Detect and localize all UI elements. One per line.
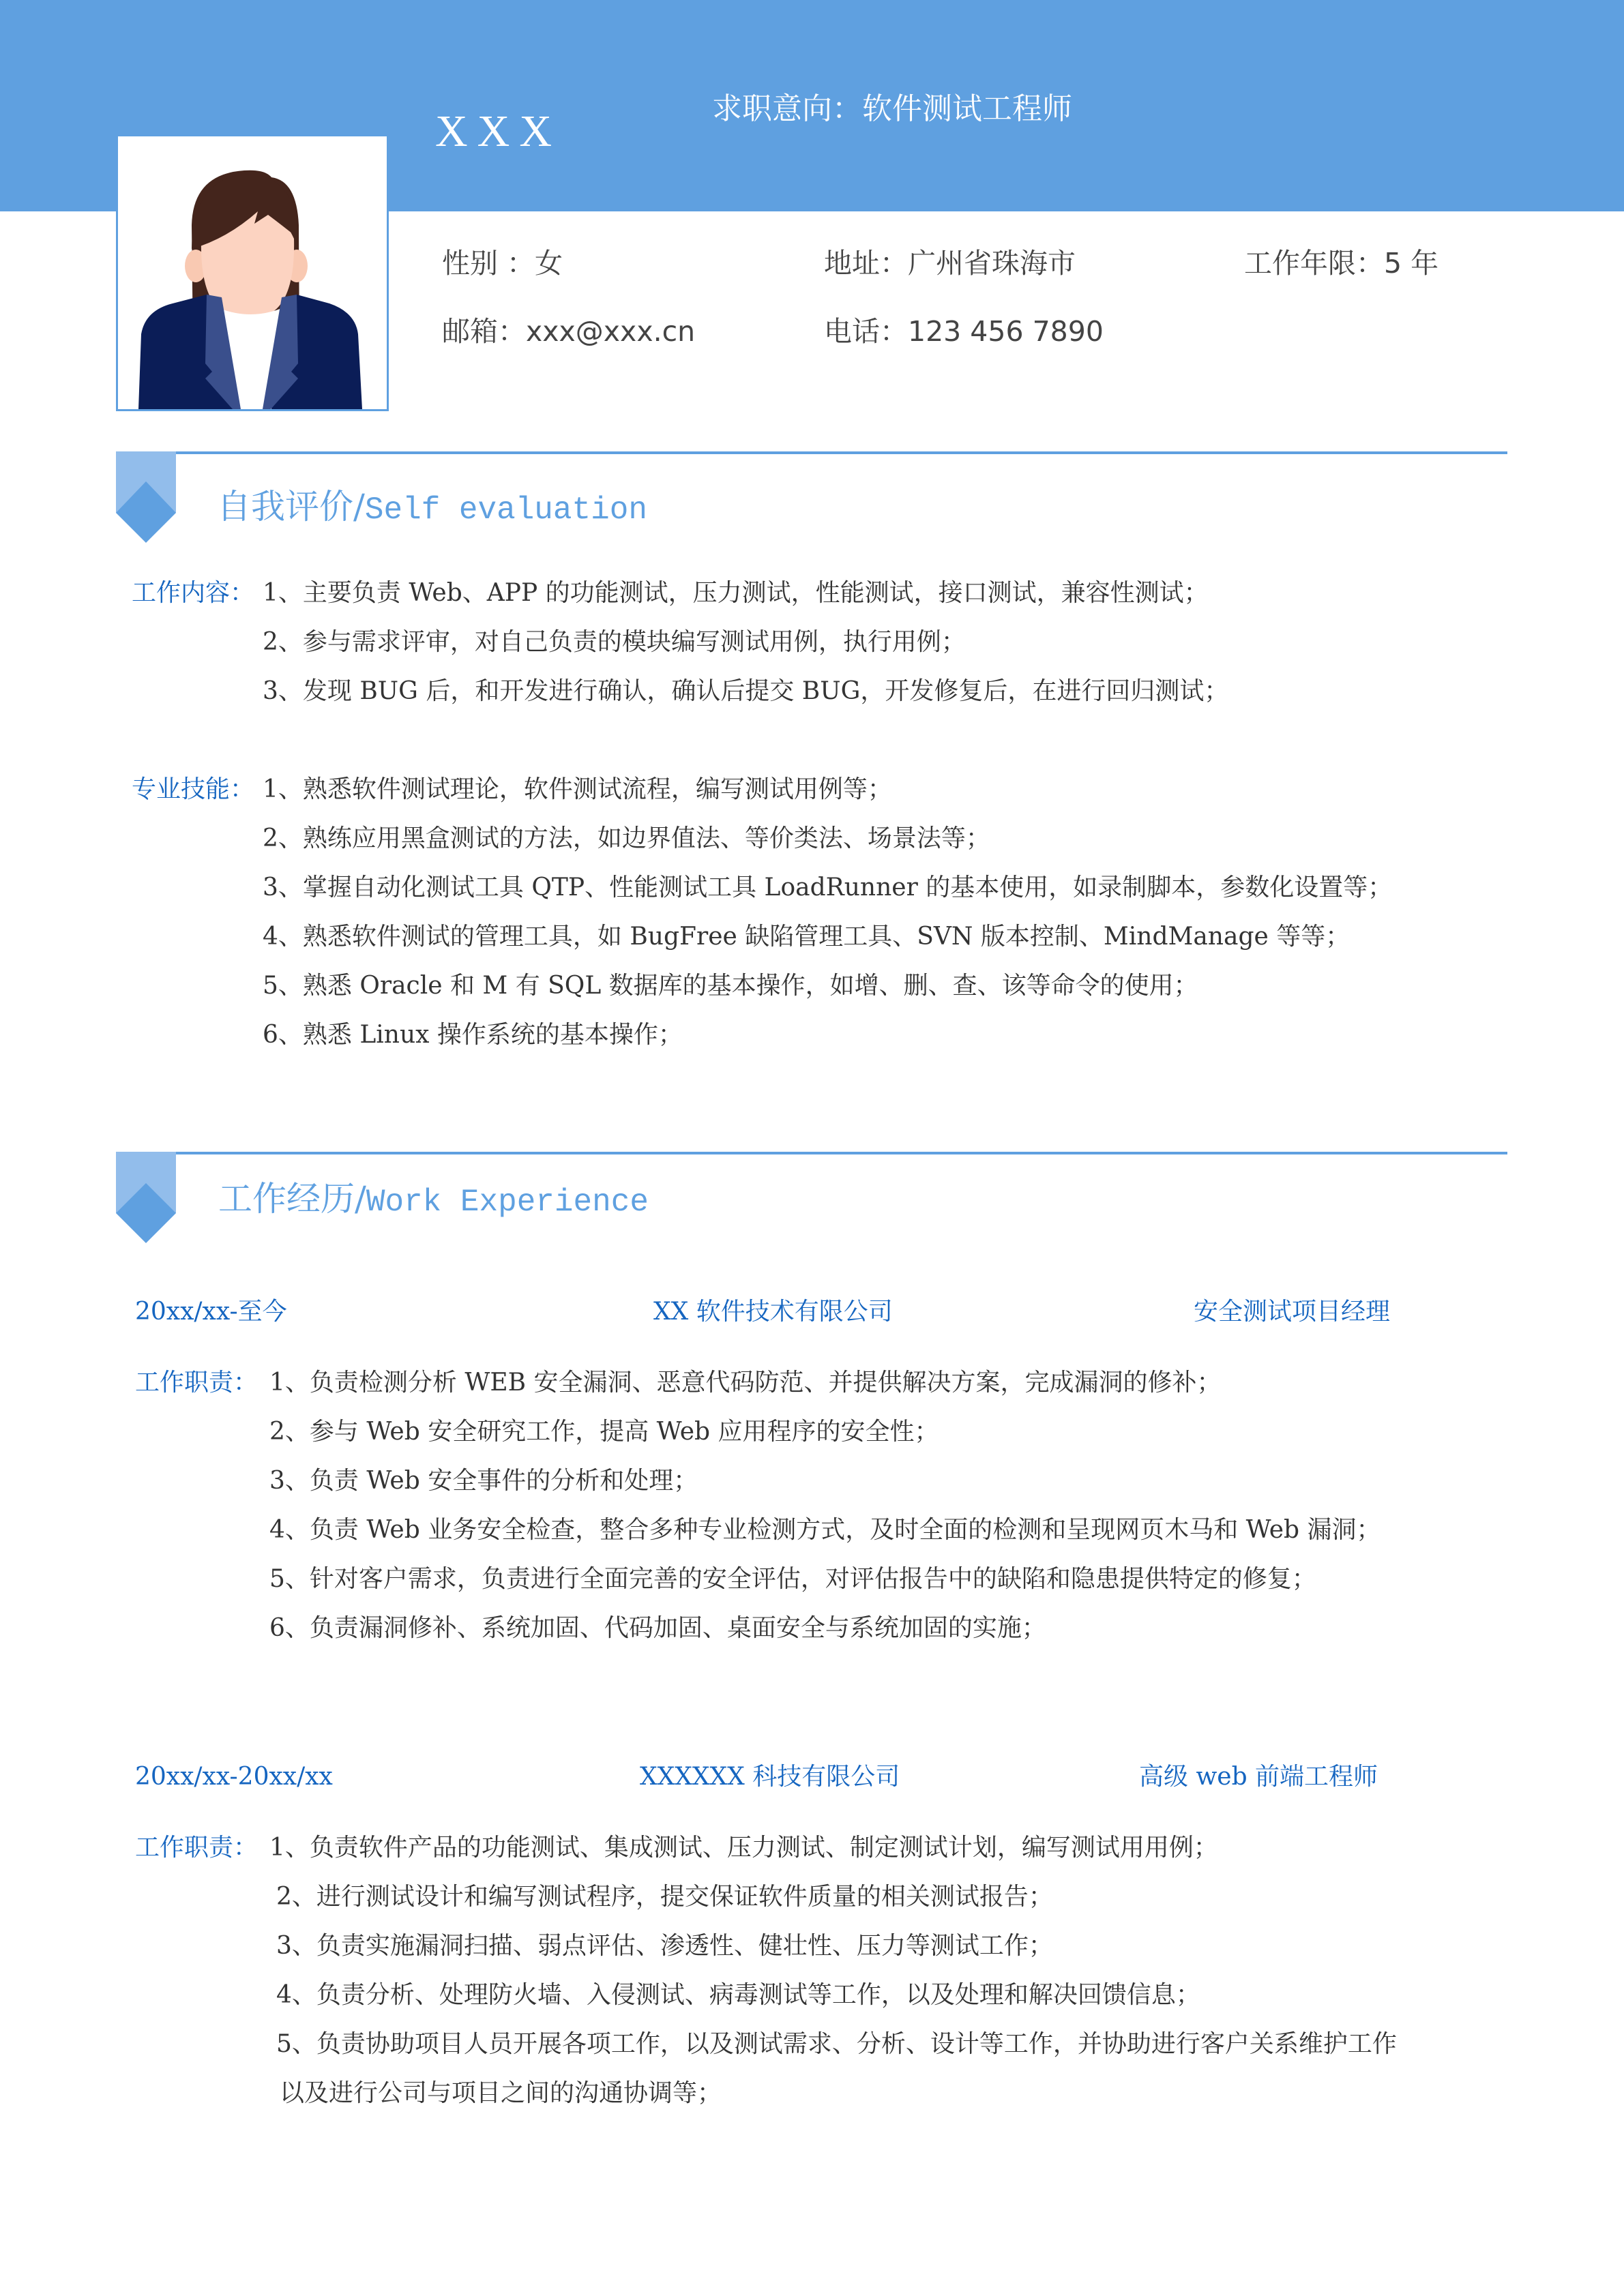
duty-label: 工作职责： bbox=[135, 1834, 259, 1862]
duty-item: 4、负责 Web 业务安全检查，整合多种专业检测方式，及时全面的检测和呈现网页木马和 Web 漏洞； bbox=[269, 1516, 1381, 1544]
duty-item: 4、负责分析、处理防火墙、入侵测试、病毒测试等工作，以及处理和解决回馈信息； bbox=[276, 1981, 1200, 2009]
section-title-en: Work Experience bbox=[366, 1184, 649, 1220]
duty-item: 2、参与 Web 安全研究工作，提高 Web 应用程序的安全性； bbox=[269, 1418, 939, 1446]
skills-item: 6、熟悉 Linux 操作系统的基本操作； bbox=[263, 1021, 683, 1049]
section-divider bbox=[116, 451, 1507, 454]
section-divider bbox=[116, 1152, 1507, 1154]
job-target: 求职意向：软件测试工程师 bbox=[712, 91, 1072, 126]
job-position: 安全测试项目经理 bbox=[1194, 1298, 1391, 1326]
section-title-cn: 自我评价/ bbox=[217, 487, 365, 526]
work-content-item: 1、主要负责 Web、APP 的功能测试，压力测试，性能测试，接口测试，兼容性测试； bbox=[263, 579, 1209, 607]
phone-field: 电话：123 456 7890 bbox=[824, 315, 1104, 348]
section-marker-icon bbox=[116, 1152, 176, 1244]
skills-item: 2、熟练应用黑盒测试的方法，如边界值法、等价类法、场景法等； bbox=[263, 824, 990, 852]
skills-item: 5、熟悉 Oracle 和 M 有 SQL 数据库的基本操作，如增、删、查、该等命令的使用； bbox=[263, 972, 1198, 1000]
work-content-item: 3、发现 BUG 后，和开发进行确认，确认后提交 BUG，开发修复后，在进行回归测试； bbox=[263, 677, 1229, 705]
profile-photo bbox=[116, 136, 389, 411]
section-title-self-evaluation bbox=[217, 487, 647, 528]
duty-item: 3、负责 Web 安全事件的分析和处理； bbox=[269, 1467, 698, 1495]
job-company: XX 软件技术有限公司 bbox=[653, 1298, 893, 1326]
section-marker-icon bbox=[116, 451, 176, 544]
section-title-cn: 工作经历/ bbox=[218, 1179, 366, 1219]
duty-item: 1、负责软件产品的功能测试、集成测试、压力测试、制定测试计划，编写测试用用例； bbox=[269, 1834, 1218, 1862]
section-title-work-experience bbox=[218, 1179, 649, 1220]
duty-item: 6、负责漏洞修补、系统加固、代码加固、桌面安全与系统加固的实施； bbox=[269, 1614, 1046, 1642]
address-field: 地址：广州省珠海市 bbox=[824, 247, 1076, 280]
years-field: 工作年限：5 年 bbox=[1244, 247, 1439, 280]
duty-item: 以及进行公司与项目之间的沟通协调等； bbox=[280, 2079, 722, 2107]
skills-item: 3、掌握自动化测试工具 QTP、性能测试工具 LoadRunner 的基本使用，如录制脚本，参数化设置等； bbox=[263, 874, 1393, 901]
work-content-label: 工作内容： bbox=[132, 579, 255, 607]
duty-item: 5、针对客户需求，负责进行全面完善的安全评估，对评估报告中的缺陷和隐患提供特定的修复； bbox=[269, 1565, 1316, 1593]
skills-item: 4、熟悉软件测试的管理工具，如 BugFree 缺陷管理工具、SVN 版本控制、MindManage 等等； bbox=[263, 923, 1350, 951]
duty-item: 3、负责实施漏洞扫描、弱点评估、渗透性、健壮性、压力等测试工作； bbox=[276, 1932, 1053, 1960]
avatar-illustration-icon bbox=[118, 136, 387, 409]
duty-item: 5、负责协助项目人员开展各项工作，以及测试需求、分析、设计等工作，并协助进行客户关系维护工作 bbox=[276, 2030, 1397, 2058]
email-field: 邮箱：xxx@xxx.cn bbox=[442, 315, 696, 348]
work-content-item: 2、参与需求评审，对自己负责的模块编写测试用例，执行用例； bbox=[263, 628, 966, 656]
gender-field: 性别 ：女 bbox=[442, 247, 563, 280]
duty-label: 工作职责： bbox=[135, 1369, 259, 1397]
skills-item: 1、熟悉软件测试理论，软件测试流程，编写测试用例等； bbox=[263, 775, 892, 803]
section-title-en: Self evaluation bbox=[364, 492, 647, 528]
job-period: 20xx/xx-20xx/xx bbox=[135, 1763, 333, 1791]
skills-label: 专业技能： bbox=[132, 775, 255, 803]
job-company: XXXXXX 科技有限公司 bbox=[640, 1763, 900, 1791]
duty-item: 2、进行测试设计和编写测试程序，提交保证软件质量的相关测试报告； bbox=[276, 1883, 1053, 1911]
duty-item: 1、负责检测分析 WEB 安全漏洞、恶意代码防范、并提供解决方案，完成漏洞的修补； bbox=[269, 1369, 1222, 1397]
candidate-name: XXX bbox=[435, 106, 561, 156]
job-position: 高级 web 前端工程师 bbox=[1139, 1763, 1378, 1791]
job-period: 20xx/xx-至今 bbox=[135, 1298, 287, 1326]
